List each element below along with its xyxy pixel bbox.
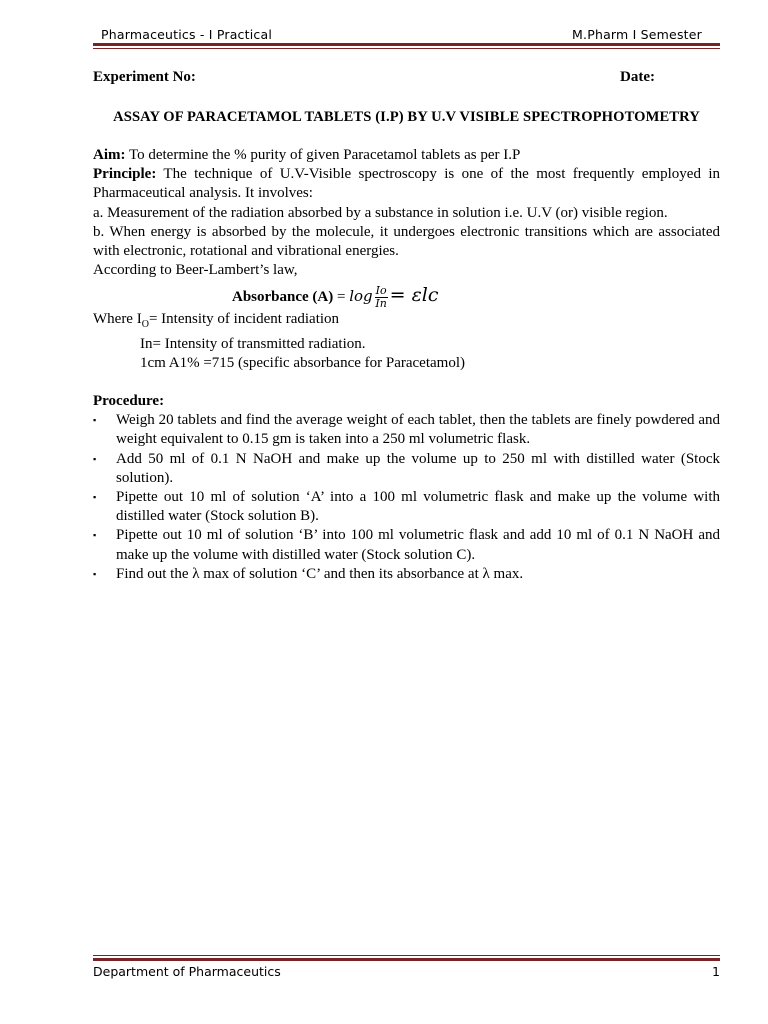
experiment-row [93, 69, 655, 86]
page-header-left: Pharmaceutics - I Practical [101, 27, 273, 42]
beer-lambert-intro: According to Beer-Lambert’s law, [93, 262, 298, 279]
procedure-step [93, 488, 720, 526]
footer-rule-thick [93, 958, 720, 961]
procedure-heading [93, 392, 720, 411]
formula-log: log [349, 287, 373, 306]
formula-label: Absorbance (A) [232, 289, 334, 306]
principle-label: Principle: [93, 166, 157, 183]
principle-point-b: b. When energy is absorbed by the molecule, it undergoes electronic transitions which are associated with electronic, rotational and vibrational energies. [93, 223, 720, 260]
spacer [93, 373, 720, 392]
definition-specific-absorbance: 1cm A1% =715 (specific absorbance for Paracetamol) [140, 354, 465, 371]
footer-department: Department of Pharmaceutics [93, 964, 281, 979]
document-title: ASSAY OF PARACETAMOL TABLETS (I.P) BY U.V VISIBLE SPECTROPHOTOMETRY [113, 109, 700, 125]
principle-point-a: a. Measurement of the radiation absorbed by a substance in solution i.e. U.V (or) visible region. [93, 204, 668, 221]
experiment-no-label: Experiment No: [93, 69, 196, 85]
definition-incident-text: = Intensity of incident radiation [148, 311, 340, 328]
aim-text: To determine the % purity of given Paracetamol tablets as per I.P [125, 147, 521, 163]
procedure-step-text: Find out the λ max of solution ‘C’ and then its absorbance at λ max. [116, 565, 524, 582]
procedure-label: Procedure: [93, 393, 165, 410]
bullet-icon: ▪ [93, 415, 97, 426]
definition-incident [93, 310, 720, 334]
procedure-step [93, 565, 720, 584]
formula-denominator: In [375, 297, 387, 311]
bullet-icon: ▪ [93, 568, 97, 579]
procedure-step-text: Pipette out 10 ml of solution ‘B’ into 100 ml volumetric flask and add 10 ml of 0.1 N NaOH and make up the volume with distilled water (Stock solution C). [116, 527, 720, 563]
principle-paragraph [93, 165, 720, 203]
header-rule-thick [93, 43, 720, 46]
bullet-icon: ▪ [93, 492, 97, 503]
procedure-step-text: Weigh 20 tablets and find the average weight of each tablet, then the tablets are finely powdered and weight equivalent to 0.15 gm is taken into a 250 ml volumetric flask. [116, 412, 720, 448]
definition-where-prefix: Where I [93, 311, 142, 328]
definition-transmitted: In= Intensity of transmitted radiation. [140, 335, 366, 352]
formula-rhs: = εlc [389, 284, 439, 307]
formula-numerator: Io [375, 284, 387, 298]
header-rule-thin [93, 48, 720, 49]
formula-fraction [375, 285, 388, 310]
procedure-step [93, 411, 720, 449]
document-body [93, 146, 720, 584]
footer-rule-thin [93, 955, 720, 956]
aim-label: Aim: [93, 147, 126, 163]
page-number: 1 [712, 964, 720, 979]
procedure-list [93, 411, 720, 584]
definition-subscript: O [141, 319, 149, 331]
procedure-step-text: Add 50 ml of 0.1 N NaOH and make up the volume up to 250 ml with distilled water (Stock solution). [116, 450, 720, 486]
bullet-icon: ▪ [93, 530, 97, 541]
principle-text: The technique of U.V-Visible spectroscopy is one of the most frequently employed in Pharmaceutical analysis. It involves: [93, 166, 720, 202]
aim-paragraph [93, 146, 720, 165]
date-label: Date: [620, 69, 655, 85]
page-header-right: M.Pharm I Semester [572, 27, 702, 42]
procedure-step [93, 526, 720, 564]
formula-equals: = [333, 289, 350, 306]
procedure-step-text: Pipette out 10 ml of solution ‘A’ into a 100 ml volumetric flask and make up the volume with distilled water (Stock solution B). [116, 489, 720, 525]
absorbance-formula [93, 280, 720, 310]
procedure-step [93, 450, 720, 488]
bullet-icon: ▪ [93, 453, 97, 464]
